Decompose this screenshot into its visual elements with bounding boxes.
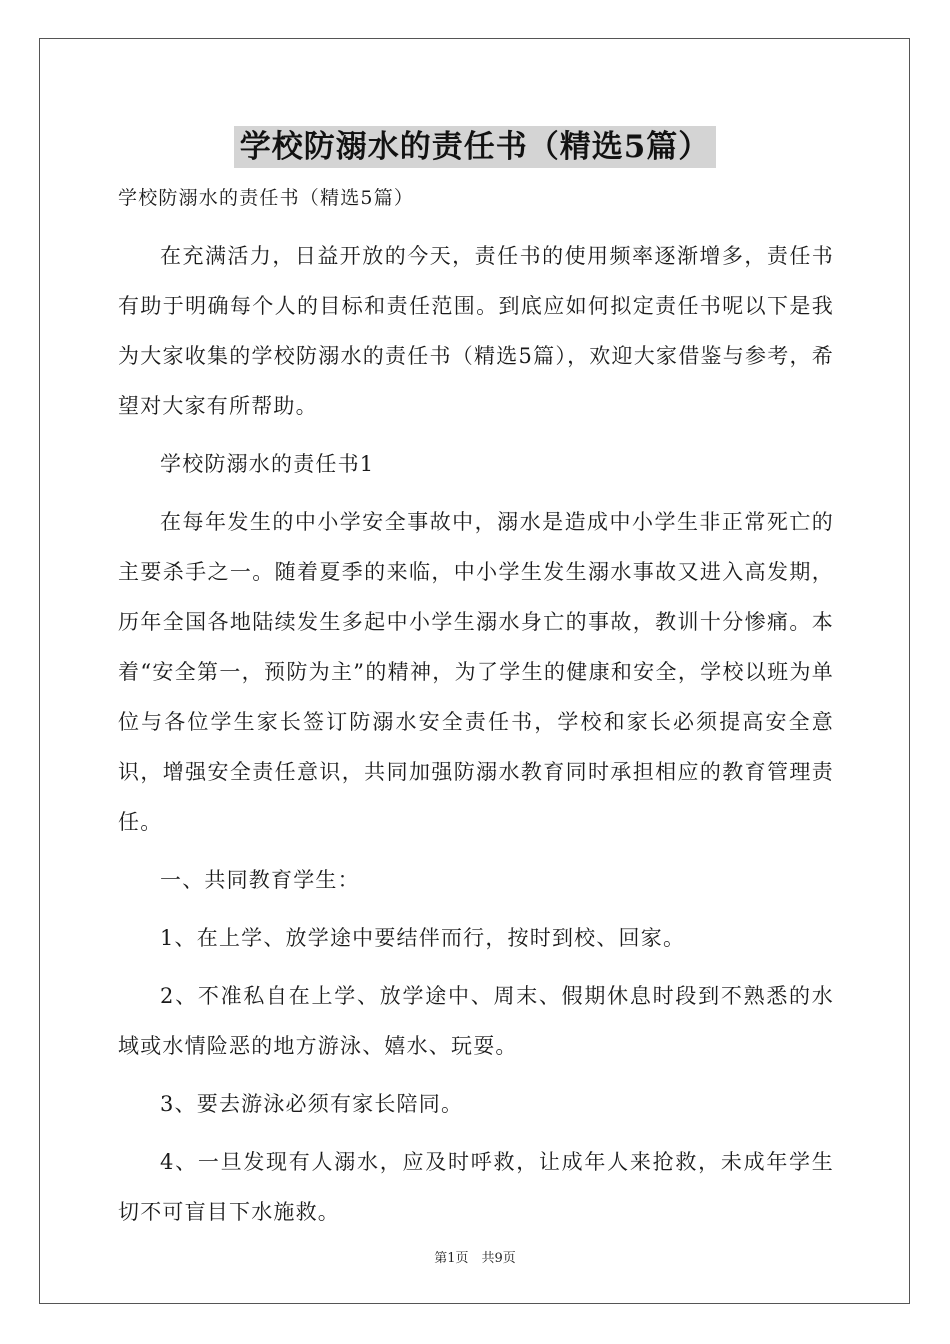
intro-paragraph: 在充满活力，日益开放的今天，责任书的使用频率逐渐增多，责任书有助于明确每个人的目标和责任范围。到底应如何拟定责任书呢以下是我为大家收集的学校防溺水的责任书（精选5篇），欢迎大家借鉴与参考，希望对大家有所帮助。 xyxy=(118,244,834,418)
list-item-1: 1、在上学、放学途中要结伴而行，按时到校、回家。 xyxy=(160,926,686,950)
list-item-3: 3、要去游泳必须有家长陪同。 xyxy=(160,1092,464,1116)
list-item-4: 4、一旦发现有人溺水，应及时呼救，让成年人来抢救，未成年学生切不可盲目下水施救。 xyxy=(118,1150,834,1224)
body-paragraph: 在每年发生的中小学安全事故中，溺水是造成中小学生非正常死亡的主要杀手之一。随着夏季的来临，中小学生发生溺水事故又进入高发期，历年全国各地陆续发生多起中小学生溺水身亡的事故，教训十分惨痛。本着“安全第一，预防为主”的精神，为了学生的健康和安全，学校以班为单位与各位学生家长签订防溺水安全责任书，学校和家长必须提高安全意识，增强安全责任意识，共同加强防溺水教育同时承担相应的教育管理责任。 xyxy=(118,510,834,834)
document-subtitle: 学校防溺水的责任书（精选5篇） xyxy=(118,187,415,209)
list-item-2: 2、不准私自在上学、放学途中、周末、假期休息时段到不熟悉的水域或水情险恶的地方游泳、嬉水、玩耍。 xyxy=(118,984,834,1058)
document-title: 学校防溺水的责任书（精选5篇） xyxy=(234,126,717,168)
document-body xyxy=(118,178,834,1245)
section-heading: 学校防溺水的责任书1 xyxy=(160,452,375,476)
document-title-bar xyxy=(0,126,950,168)
list-heading: 一、共同教育学生： xyxy=(160,868,360,892)
page-number: 第1页 共9页 xyxy=(434,1251,516,1266)
